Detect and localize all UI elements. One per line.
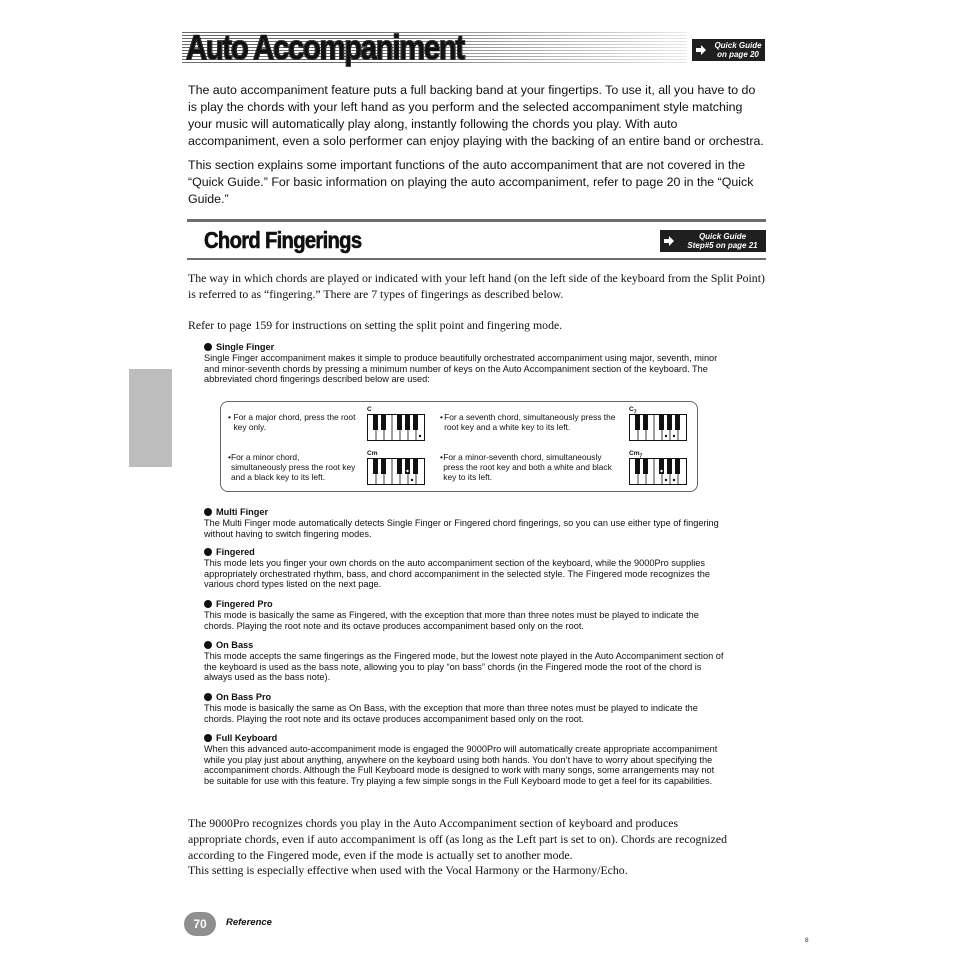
quick-guide-line2: on page 20 <box>717 50 759 59</box>
mode-description: This mode is basically the same as Fingered, with the exception that more than three notes must be played to indicate the chords. Playing the root note and its octave produces accompaniment based only on the root. <box>204 609 699 631</box>
section-bottom-rule <box>187 258 766 260</box>
bullet-icon <box>204 734 212 742</box>
page-title: Auto Accompaniment <box>186 29 464 67</box>
mode-description: This mode is basically the same as On Bass, with the exception that more than three notes must be played to indicate the chords. Playing the root note and its octave produces accompaniment based only on the root. <box>204 702 698 724</box>
bullet-icon <box>204 508 212 516</box>
arrow-right-icon <box>695 44 707 56</box>
mode-single-finger <box>204 342 724 385</box>
bullet-icon <box>204 343 212 351</box>
page-number-badge: 70 <box>184 912 216 936</box>
mode-name: Fingered Pro <box>204 599 724 610</box>
bullet-icon <box>204 548 212 556</box>
section-top-rule <box>187 219 766 222</box>
quick-guide-link-page-20[interactable] <box>692 39 765 61</box>
footer-section-label: Reference <box>226 917 272 928</box>
mode-description: The Multi Finger mode automatically detects Single Finger or Fingered chord fingerings, so you can use either type of fingering without having to switch fingering modes. <box>204 517 719 539</box>
closing-paragraph-2: This setting is especially effective when used with the Vocal Harmony or the Harmony/Echo. <box>188 863 628 877</box>
quick-guide-line2: Step#5 on page 21 <box>687 241 758 250</box>
mode-description: This mode lets you finger your own chords on the auto accompaniment section of the keyboard, while the 9000Pro supplies appropriately orchestrated rhythm, bass, and chord accompaniment in the selected style. The Fingered mode recognizes the various chord types listed on the next page. <box>204 557 710 590</box>
closing-paragraph-1: The 9000Pro recognizes chords you play in the Auto Accompaniment section of keyboard and produces appropriate chords, even if auto accompaniment is off (as long as the Left part is set to on). Chords are recognized according to the Fingered mode, even if the mode is actually set to another mode. <box>188 816 727 862</box>
fingering-intro-paragraph: The way in which chords are played or indicated with your left hand (on the left side of the keyboard from the Split Point) is referred to as “fingering.” There are 7 types of fingerings as described below. <box>188 271 765 301</box>
split-point-reference: Refer to page 159 for instructions on setting the split point and fingering mode. <box>188 318 563 332</box>
mode-name: On Bass Pro <box>204 692 724 703</box>
chord-label-minor: Cm <box>367 450 378 457</box>
chord-label-major: C <box>367 406 372 413</box>
mode-description: When this advanced auto-accompaniment mode is engaged the 9000Pro will automatically create appropriate accompaniment while you play just about anything, anywhere on the keyboard using both hands. You don’t have to worry about specifying the accompaniment chords. Although the Full Keyboard mode is designed to work with many songs, some arrangements may not be suitable for use with this feature. Try playing a few simple songs in the Full Keyboard mode to get a feel for its capabilities. <box>204 743 718 787</box>
chord-note-major: • For a major chord, press the root key only. <box>228 412 356 432</box>
mode-name: On Bass <box>204 640 724 651</box>
quick-guide-text <box>711 41 765 59</box>
mode-description: This mode accepts the same fingerings as the Fingered mode, but the lowest note played in the Auto Accompaniment section of the keyboard is used as the bass note, allowing you to play “on bass” chords (in the Fingered mode the root of the chord is always used as the bass note). <box>204 650 724 683</box>
mode-on-bass <box>204 640 724 683</box>
keyboard-diagram-minor-seventh <box>629 458 687 485</box>
quick-guide-link-step5[interactable] <box>660 230 766 252</box>
bullet-icon <box>204 693 212 701</box>
quick-guide-line1: Quick Guide <box>698 232 747 241</box>
mode-name: Multi Finger <box>204 507 724 518</box>
bullet-icon <box>204 600 212 608</box>
bullet-icon <box>204 641 212 649</box>
keyboard-diagram-major <box>367 414 425 441</box>
arrow-right-icon <box>663 235 675 247</box>
corner-mark: 8 <box>805 937 809 944</box>
chord-label-seventh: $C_7$ <box>629 406 637 416</box>
quick-guide-text <box>679 232 766 250</box>
intro-paragraph-1: The auto accompaniment feature puts a full backing band at your fingertips. To use it, all you have to do is play the chords with your left hand as you perform and the selected accompaniment style matching your music will automatically play along, instantly following the chords you play. With auto accompaniment, even a solo performer can enjoy playing with the backing of an entire band or orchestra. <box>188 83 764 148</box>
mode-on-bass-pro <box>204 692 724 724</box>
chord-note-minor-seventh: • For a minor-seventh chord, simultaneously press the root key and both a white and black key to its left. <box>440 452 612 482</box>
mode-name: Full Keyboard <box>204 733 724 744</box>
keyboard-diagram-minor <box>367 458 425 485</box>
mode-name: Fingered <box>204 547 724 558</box>
section-title: Chord Fingerings <box>204 227 362 253</box>
mode-full-keyboard <box>204 733 724 787</box>
intro-paragraph-2: This section explains some important functions of the auto accompaniment that are not covered in the “Quick Guide.” For basic information on playing the auto accompaniment, refer to page 20 in the “Quick Guide.” <box>188 158 754 206</box>
chord-note-seventh: • For a seventh chord, simultaneously press the root key and a white key to its left. <box>440 412 616 432</box>
chord-label-minor-seventh: $Cm_7$ <box>629 450 643 460</box>
side-section-tab <box>129 369 172 467</box>
mode-fingered <box>204 547 724 590</box>
chord-note-minor: • For a minor chord, simultaneously press the root key and a black key to its left. <box>228 452 356 482</box>
quick-guide-line1: Quick Guide <box>714 41 762 50</box>
mode-multi-finger <box>204 507 724 539</box>
mode-name: Single Finger <box>204 342 724 353</box>
keyboard-diagram-seventh <box>629 414 687 441</box>
mode-fingered-pro <box>204 599 724 631</box>
mode-description: Single Finger accompaniment makes it simple to produce beautifully orchestrated accompaniment using major, seventh, minor and minor-seventh chords by pressing a minimum number of keys on the Auto Accompaniment section of the keyboard. The abbreviated chord fingerings described below are used: <box>204 352 718 385</box>
